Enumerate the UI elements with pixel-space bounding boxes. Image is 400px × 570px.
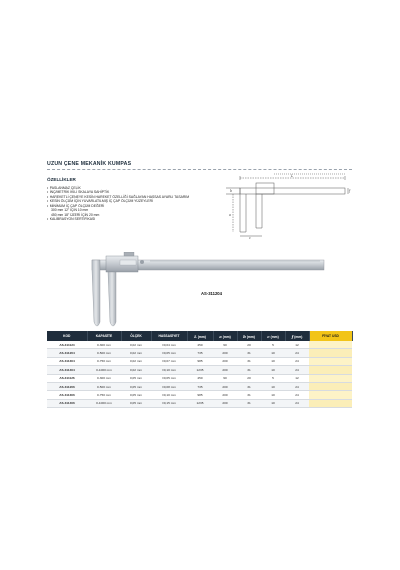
c-dimension-icon: c: [267, 333, 270, 339]
cell-b: 31: [237, 349, 261, 357]
cell-price: [309, 357, 352, 365]
cell-scale: 0,02 mm: [121, 341, 151, 349]
cell-L: 450: [187, 341, 213, 349]
cell-a: 200: [213, 366, 237, 374]
cell-accuracy: ±0,10 mm: [151, 391, 187, 399]
feature-item: • HAREKETLİ ÇENEYE KESİN HAREKET ÖZELLİĞİ SAĞLAYAN HASSAS AYARLI TASARIM: [47, 195, 247, 199]
cell-c: 5: [261, 374, 285, 382]
cell-accuracy: ±0,05 mm: [151, 349, 187, 357]
table-row: [47, 366, 352, 374]
cell-accuracy: ±0,10 mm: [151, 366, 187, 374]
cell-capacity: 0-300 mm: [87, 341, 121, 349]
cell-price: [309, 349, 352, 357]
cell-code: AS-311124: [47, 341, 87, 349]
cell-f: 24: [285, 391, 309, 399]
col-header-f: [285, 331, 309, 341]
cell-b: 31: [237, 366, 261, 374]
cell-b: 31: [237, 391, 261, 399]
features-list: [47, 186, 247, 222]
cell-price: [309, 391, 352, 399]
cell-f: 24: [285, 357, 309, 365]
cell-a: 200: [213, 382, 237, 390]
cell-scale: 0,05 mm: [121, 374, 151, 382]
cell-L: 985: [187, 357, 213, 365]
cell-scale: 0,02 mm: [121, 357, 151, 365]
feature-item: 300 mm 12" İÇİN 10 mm: [51, 208, 89, 213]
cell-scale: 0,02 mm: [121, 366, 151, 374]
col-header-code: KOD: [47, 331, 87, 341]
f-dimension-icon: f: [291, 333, 294, 339]
svg-text:c: c: [249, 236, 251, 240]
col-header-a: [213, 331, 237, 341]
feature-item: 450 mm 18" ÜZERİ İÇİN 20 mm: [51, 212, 100, 217]
cell-c: 10: [261, 349, 285, 357]
cell-code: AS-311204: [47, 349, 87, 357]
cell-f: 24: [285, 366, 309, 374]
cell-code: AS-311126: [47, 374, 87, 382]
feature-item: • KALİBRASYON SERTİFİKASI: [47, 217, 247, 221]
cell-capacity: 0-500 mm: [87, 382, 121, 390]
cell-accuracy: ±0,08 mm: [151, 382, 187, 390]
cell-b: 31: [237, 382, 261, 390]
svg-text:f: f: [349, 189, 351, 193]
col-header-b: [237, 331, 261, 341]
feature-item: • KESİN ÖLÇÜM İÇİN YUVARLATILMIŞ İÇ ÇAP ÖLÇÜM YÜZEYLERİ: [47, 199, 247, 203]
spec-table: [47, 331, 353, 408]
svg-text:L: L: [291, 174, 294, 178]
cell-f: 12: [285, 341, 309, 349]
cell-code: AS-311404: [47, 366, 87, 374]
unit-label: (mm): [270, 334, 279, 339]
cell-price: [309, 399, 352, 407]
table-header-row: [47, 331, 352, 341]
feature-item: • MİNİMUM İÇ ÇAP ÖLÇÜM DEĞERİ: [47, 204, 247, 208]
cell-c: 10: [261, 391, 285, 399]
table-row: [47, 374, 352, 382]
cell-scale: 0,02 mm: [121, 349, 151, 357]
cell-accuracy: ±0,07 mm: [151, 357, 187, 365]
cell-c: 10: [261, 366, 285, 374]
cell-capacity: 0-500 mm: [87, 349, 121, 357]
col-header-capacity: KAPASİTE: [87, 331, 121, 341]
cell-price: [309, 341, 352, 349]
unit-label: (mm): [246, 334, 255, 339]
table-row: [47, 399, 352, 407]
cell-capacity: 0-750 mm: [87, 357, 121, 365]
page-title: UZUN ÇENE MEKANİK KUMPAS: [47, 161, 132, 167]
cell-code: AS-311206: [47, 382, 87, 390]
cell-capacity: 0-1000 mm: [87, 366, 121, 374]
col-header-L: [187, 331, 213, 341]
cell-f: 24: [285, 349, 309, 357]
cell-price: [309, 374, 352, 382]
cell-a: 200: [213, 399, 237, 407]
cell-scale: 0,05 mm: [121, 382, 151, 390]
table-row: [47, 349, 352, 357]
unit-label: (mm): [222, 334, 231, 339]
cell-scale: 0,05 mm: [121, 391, 151, 399]
cell-price: [309, 382, 352, 390]
cell-code: AS-311304: [47, 357, 87, 365]
table-row: [47, 357, 352, 365]
feature-item: • İNÇ/METRİK İKİLİ SKALAYA SAHİPTİK: [47, 190, 247, 194]
cell-c: 10: [261, 382, 285, 390]
svg-text:a: a: [229, 213, 231, 217]
unit-label: (mm): [294, 334, 303, 339]
cell-scale: 0,05 mm: [121, 399, 151, 407]
caliper-dimension-diagram: [218, 172, 353, 247]
b-dimension-icon: b: [243, 333, 246, 339]
cell-f: 24: [285, 399, 309, 407]
cell-f: 24: [285, 382, 309, 390]
svg-text:b: b: [230, 189, 233, 193]
cell-L: 1235: [187, 399, 213, 407]
cell-L: 450: [187, 374, 213, 382]
cell-a: 200: [213, 357, 237, 365]
cell-capacity: 0-750 mm: [87, 391, 121, 399]
cell-c: 5: [261, 341, 285, 349]
cell-code: AS-311406: [47, 399, 87, 407]
cell-c: 10: [261, 357, 285, 365]
cell-accuracy: ±0,15 mm: [151, 399, 187, 407]
cell-c: 10: [261, 399, 285, 407]
cell-f: 12: [285, 374, 309, 382]
cell-a: 200: [213, 349, 237, 357]
features-heading: ÖZELLİKLER: [47, 177, 76, 182]
cell-a: 200: [213, 391, 237, 399]
cell-L: 735: [187, 349, 213, 357]
table-row: [47, 382, 352, 390]
cell-price: [309, 366, 352, 374]
col-header-c: [261, 331, 285, 341]
cell-L: 1235: [187, 366, 213, 374]
cell-a: 90: [213, 341, 237, 349]
cell-b: 31: [237, 399, 261, 407]
cell-b: 31: [237, 357, 261, 365]
table-row: [47, 391, 352, 399]
cell-capacity: 0-1000 mm: [87, 399, 121, 407]
col-header-accuracy: HASSASİYET: [151, 331, 187, 341]
cell-L: 985: [187, 391, 213, 399]
title-divider: [47, 169, 352, 170]
a-dimension-icon: a: [219, 333, 222, 339]
feature-item: • PASLANMAZ ÇELİK: [47, 186, 247, 190]
cell-b: 20: [237, 341, 261, 349]
cell-accuracy: ±0,05 mm: [151, 374, 187, 382]
cell-b: 20: [237, 374, 261, 382]
cell-L: 735: [187, 382, 213, 390]
table-row: [47, 341, 352, 349]
unit-label: (mm): [197, 334, 206, 339]
col-header-price: FİYAT USD: [309, 331, 352, 341]
cell-code: AS-311306: [47, 391, 87, 399]
cell-a: 90: [213, 374, 237, 382]
product-model-label: AS-311204: [201, 291, 222, 296]
cell-capacity: 0-300 mm: [87, 374, 121, 382]
col-header-scale: ÖLÇEK: [121, 331, 151, 341]
cell-accuracy: ±0,04 mm: [151, 341, 187, 349]
L-dimension-icon: L: [194, 333, 197, 339]
